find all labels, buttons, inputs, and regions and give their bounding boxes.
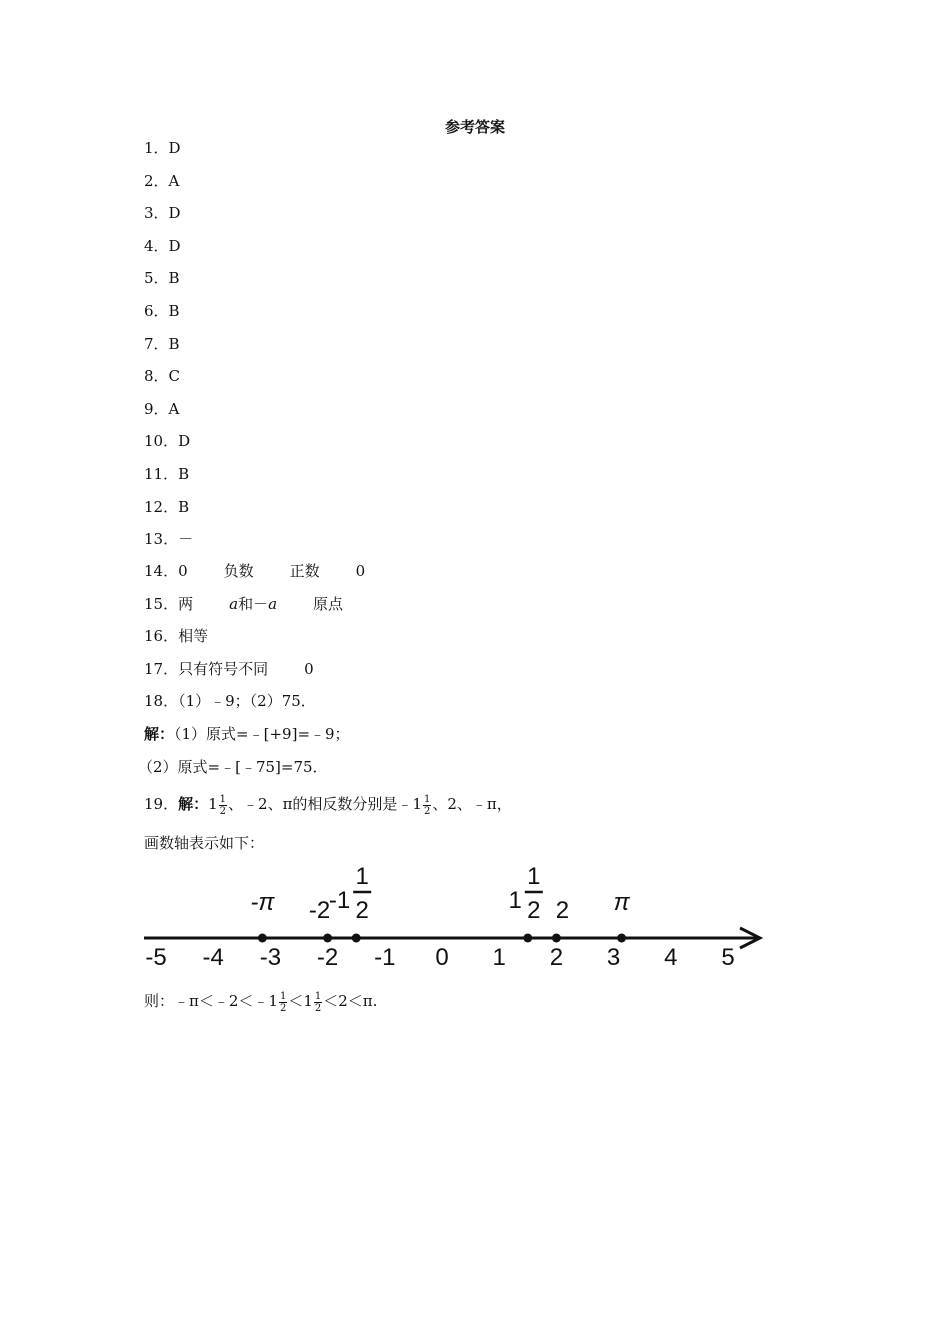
point-label-denominator: 2	[355, 897, 369, 924]
tick-label: 2	[549, 944, 564, 970]
point-marker	[258, 934, 267, 943]
point-label: -2	[308, 897, 331, 924]
answer-2: 2．A	[144, 172, 180, 190]
tick-label: 3	[606, 944, 621, 970]
answer-15: 15．两 a和－a 原点	[144, 595, 344, 613]
answer-19: 19．解：1 $\frac{1}{2}$ 、﹣2、π的相反数分别是﹣1 $\frac{1}{2}$ 、2、﹣π，	[144, 793, 512, 817]
point-marker	[523, 934, 532, 943]
answer-3: 3．D	[144, 204, 181, 222]
point-label: -1	[328, 887, 351, 914]
answer-5: 5．B	[144, 269, 180, 287]
solution-18-line2: （2）原式=﹣[﹣75]=75．	[138, 758, 328, 776]
tick-label: -4	[202, 944, 224, 970]
fraction-half: $\frac{1}{2}$	[219, 793, 227, 817]
point-label: π	[613, 889, 630, 916]
fraction-half: $\frac{1}{2}$	[423, 793, 431, 817]
point-marker	[552, 934, 561, 943]
answer-1: 1．D	[144, 139, 181, 157]
answer-4: 4．D	[144, 237, 181, 255]
point-label: -π	[250, 889, 275, 916]
tick-label: 0	[435, 944, 449, 970]
point-marker	[352, 934, 361, 943]
point-label-denominator: 2	[527, 897, 541, 924]
point-label-numerator: 1	[355, 863, 369, 890]
tick-label: 1	[492, 944, 506, 970]
point-label: 1	[508, 887, 522, 914]
answer-8: 8．C	[144, 367, 181, 385]
point-marker	[617, 934, 626, 943]
tick-label: -1	[374, 944, 396, 970]
solution-18-line1: 解：（1）原式=﹣[+9]=﹣9；	[144, 725, 350, 743]
answer-17: 17．只有符号不同 0	[144, 660, 314, 678]
conclusion: 则：﹣π＜﹣2＜﹣1 $\frac{1}{2}$ ＜1 $\frac{1}{2}$ ＜2＜π.	[144, 990, 378, 1014]
answer-11: 11．B	[144, 465, 190, 483]
answer-12: 12．B	[144, 498, 190, 516]
tick-label: -2	[316, 944, 339, 970]
answer-13: 13．－	[144, 530, 194, 548]
answer-10: 10．D	[144, 432, 191, 450]
answer-16: 16．相等	[144, 627, 209, 645]
number-line-figure	[140, 862, 765, 970]
answer-6: 6．B	[144, 302, 180, 320]
tick-label: 5	[721, 944, 735, 970]
tick-label: 4	[664, 944, 678, 970]
tick-label: -3	[259, 944, 282, 970]
point-label-numerator: 1	[527, 863, 541, 890]
draw-instruction: 画数轴表示如下：	[144, 834, 265, 852]
answer-14: 14．0 负数 正数 0	[144, 562, 366, 580]
answer-7: 7．B	[144, 335, 180, 353]
point-marker	[323, 934, 332, 943]
tick-label: -5	[145, 944, 167, 970]
answer-18: 18．（1）﹣9；（2）75．	[144, 692, 316, 710]
page-title: 参考答案	[444, 118, 505, 136]
fraction-half: $\frac{1}{2}$	[279, 990, 287, 1014]
answer-9: 9．A	[144, 400, 180, 418]
point-label: 2	[555, 897, 570, 924]
fraction-half: $\frac{1}{2}$	[314, 990, 322, 1014]
